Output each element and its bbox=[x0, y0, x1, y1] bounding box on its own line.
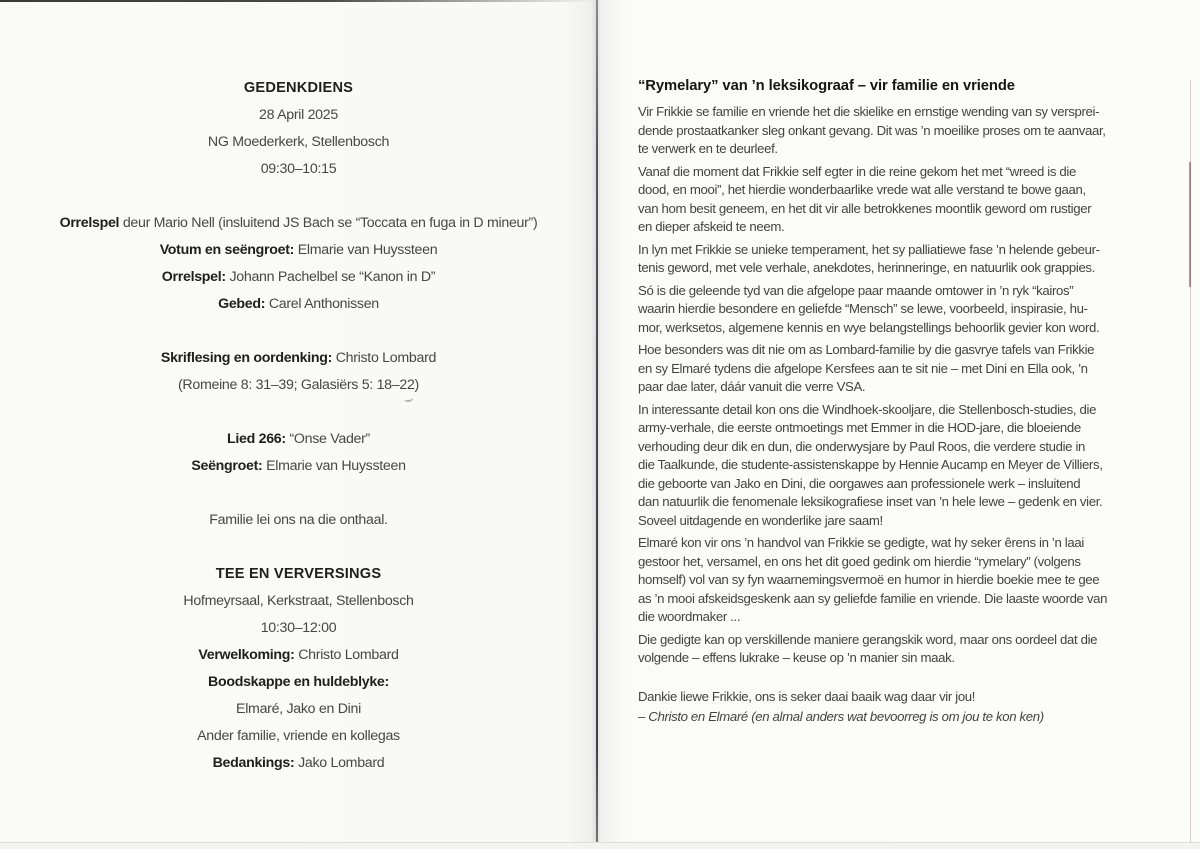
program-label: Orrelspel: bbox=[161, 269, 226, 285]
tea-text: Christo Lombard bbox=[294, 647, 399, 663]
text-line: van hom besit geneem, en het dit vir alle betrokkenes moontlik geword om rustiger bbox=[638, 200, 1092, 216]
program-item-votum bbox=[20, 237, 577, 264]
tea-time: 10:30–12:00 bbox=[260, 620, 337, 636]
program-item-orrelspel-2 bbox=[20, 264, 577, 291]
program-item-gebed bbox=[20, 291, 577, 318]
text-line: dood, en mooi”, het hierdie wonderbaarlike vrede wat alle verstand te bowe gaan, bbox=[638, 182, 1086, 197]
text-line: tenis geword, met vele verhale, anekdotes, herinneringe, en natuurlik ook grappies. bbox=[638, 260, 1095, 275]
program-label: Skriflesing en oordenking: bbox=[160, 350, 333, 366]
text-line: homself) vol van sy fyn waarnemingsvermoë en humor in hierdie boekie mee te gee bbox=[638, 572, 1100, 587]
paragraph-8 bbox=[638, 631, 1178, 668]
text-line: waarin hierdie besondere en geliefde “Mensch” se lewe, voorbeeld, inspirasie, hu- bbox=[638, 301, 1088, 316]
program-text: Elmarie van Huyssteen bbox=[262, 458, 406, 474]
program-text: deur Mario Nell (insluitend JS Bach se “Toccata en fuga in D mineur”) bbox=[119, 215, 538, 231]
tea-label: Bedankings: bbox=[212, 755, 295, 771]
service-title: GEDENKDIENS bbox=[243, 80, 354, 96]
text-line: die woordmaker ... bbox=[638, 609, 741, 624]
program-item-orrelspel-1 bbox=[20, 210, 577, 237]
left-page bbox=[20, 75, 577, 777]
program-label: Orrelspel bbox=[59, 215, 120, 231]
text-line: Elmaré kon vir ons ’n handvol van Frikkie se gedigte, wat hy seker êrens in ’n laai bbox=[638, 535, 1084, 550]
text-line: Vanaf die moment dat Frikkie self egter in die reine gekom het met “wreed is die bbox=[638, 163, 1076, 179]
rymelary-heading: “Rymelary” van ’n leksikograaf – vir familie en vriende bbox=[638, 78, 1015, 94]
program-text: Elmarie van Huyssteen bbox=[294, 242, 438, 258]
tea-text: Ander familie, vriende en kollegas bbox=[197, 728, 400, 744]
service-date: 28 April 2025 bbox=[259, 107, 338, 123]
tea-venue: Hofmeyrsaal, Kerkstraat, Stellenbosch bbox=[183, 593, 414, 609]
text-line: In interessante detail kon ons die Windhoek-skooljare, die Stellenbosch-studies, die bbox=[638, 401, 1097, 417]
text-line: te verwerk en te deurleef. bbox=[638, 141, 778, 156]
paragraph-6 bbox=[638, 401, 1178, 531]
text-line: paar dae later, dáár vanuit die verre VSA. bbox=[638, 379, 866, 394]
text-line: mor, werksetos, algemene kennis en wye belangstellings behoorlik gevier kon word. bbox=[638, 319, 1100, 335]
right-page bbox=[638, 76, 1178, 727]
service-venue: NG Moederkerk, Stellenbosch bbox=[207, 134, 390, 150]
page-fold-line bbox=[596, 0, 598, 849]
tea-label: Verwelkoming: bbox=[198, 647, 295, 663]
text-line: Hoe besonders was dit nie om as Lombard-familie by die gasvrye tafels van Frikkie bbox=[638, 342, 1095, 357]
text-line: army-verhale, die eerste ontmoetings met Emmer in die HOD-jare, die bloeiende bbox=[638, 420, 1081, 435]
closing-thanks: Dankie liewe Frikkie, ons is seker daai baaik wag daar vir jou! bbox=[638, 688, 976, 704]
program-item-lied bbox=[20, 426, 577, 453]
text-line: verhouding deur dik en dun, die onderwysjare by Paul Roos, die verdere studie in bbox=[638, 438, 1086, 454]
program-text: Familie lei ons na die onthaal. bbox=[209, 512, 388, 528]
text-line: as ’n mooi afskeidsgeskenk aan sy geliefde familie en vriende. Die laaste woorde van bbox=[638, 590, 1108, 606]
scan-bottom-strip bbox=[0, 843, 1200, 849]
tea-item-bedankings bbox=[20, 750, 577, 777]
tea-text: Elmaré, Jako en Dini bbox=[236, 701, 361, 717]
paragraph-2 bbox=[638, 163, 1178, 237]
tea-item-boodskappe bbox=[20, 669, 577, 696]
tea-item-ander-familie bbox=[20, 723, 577, 750]
program-label: Votum en seëngroet: bbox=[159, 242, 295, 258]
tea-label: Boodskappe en huldeblyke: bbox=[208, 674, 389, 690]
paragraph-1 bbox=[638, 103, 1178, 159]
paragraph-7 bbox=[638, 534, 1178, 627]
text-line: Só is die geleende tyd van die afgelope paar maande omtower in ’n ryk “kairos” bbox=[638, 282, 1074, 298]
text-line: en sy Elmaré tydens die afgelope Kersfees aan te sit nie – met Dini en Ella ook, ’n bbox=[638, 360, 1088, 376]
program-label: Lied 266: bbox=[227, 431, 286, 447]
paragraph-3 bbox=[638, 241, 1178, 278]
scan-top-edge bbox=[0, 0, 596, 2]
tea-item-elmare-jako-dini bbox=[20, 696, 577, 723]
tea-item-verwelkoming bbox=[20, 642, 577, 669]
text-line: die geboorte van Jako en Dini, die oorgawes aan professionele werk – insluitend bbox=[638, 475, 1081, 491]
text-line: en dieper afskeid te neem. bbox=[638, 219, 785, 234]
program-item-onthaal-note bbox=[20, 507, 577, 534]
text-line: dende prostaatkanker sleg onkant gevang. Dit was ’n moeilike proses om te aanvaar, bbox=[638, 122, 1106, 138]
program-text: (Romeine 8: 31–39; Galasiërs 5: 18–22) bbox=[178, 377, 419, 393]
text-line: Vir Frikkie se familie en vriende het die skielike en ernstige wending van sy versprei- bbox=[638, 104, 1100, 119]
program-text: Christo Lombard bbox=[332, 350, 437, 366]
program-item-scripture-refs bbox=[20, 372, 577, 399]
closing-signature: – Christo en Elmaré (en almal anders wat bevoorreg is om jou te kon ken) bbox=[638, 709, 1044, 724]
text-line: In lyn met Frikkie se unieke temperament, het sy palliatiewe fase ’n helende gebeur- bbox=[638, 241, 1100, 257]
page-edge-red-tint bbox=[1189, 162, 1191, 287]
program-text: “Onse Vader” bbox=[285, 431, 370, 447]
program-item-seengroet bbox=[20, 453, 577, 480]
text-line: Die gedigte kan op verskillende maniere gerangskik word, maar ons oordeel dat die bbox=[638, 631, 1098, 647]
program-text: Carel Anthonissen bbox=[265, 296, 379, 312]
paragraph-5 bbox=[638, 341, 1178, 397]
service-time: 09:30–10:15 bbox=[260, 161, 337, 177]
text-line: gestoor het, versamel, en ons het dit goed gedink om hierdie “rymelary” (volgens bbox=[638, 553, 1081, 569]
program-label: Seëngroet: bbox=[191, 458, 263, 474]
tea-text: Jako Lombard bbox=[294, 755, 385, 771]
text-line: die Taalkunde, die studente-assistenskappe by Hennie Aucamp en Meyer de Villiers, bbox=[638, 457, 1103, 472]
text-line: volgende – effens lukrake – keuse op ’n manier sin maak. bbox=[638, 650, 955, 665]
text-line: dan natuurlik die fenomenale leksikografiese inset van ’n hele lewe – gedenk en vier. bbox=[638, 494, 1103, 509]
program-label: Gebed: bbox=[218, 296, 266, 312]
paragraph-4 bbox=[638, 282, 1178, 338]
text-line: Soveel uitdagende en wonderlike jare saam! bbox=[638, 512, 883, 528]
program-item-skriflesing bbox=[20, 345, 577, 372]
tea-heading: TEE EN VERVERSINGS bbox=[215, 566, 382, 582]
program-text: Johann Pachelbel se “Kanon in D” bbox=[225, 269, 436, 285]
